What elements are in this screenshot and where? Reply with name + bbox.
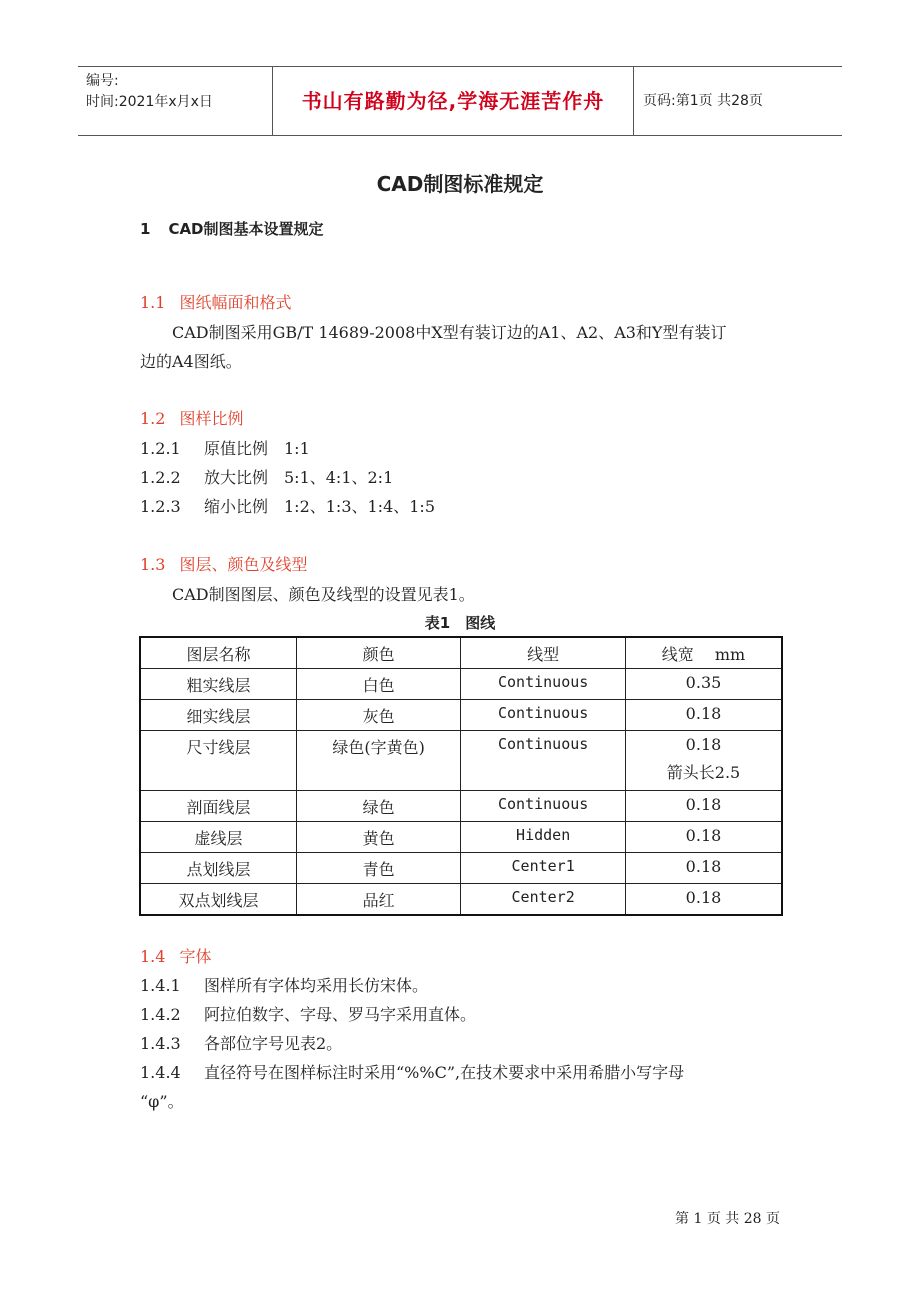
- width-value: 0.18: [685, 735, 722, 754]
- list-item: [140, 465, 393, 488]
- header-cell: 线宽 mm: [625, 637, 782, 669]
- header-meta-cell: [78, 67, 273, 135]
- color-cell: 青色: [296, 853, 460, 884]
- item-text: 直径符号在图样标注时采用“%%C”,在技术要求中采用希腊小写字母: [204, 1063, 685, 1082]
- table-row: [140, 700, 782, 731]
- paragraph-line: CAD制图图层、颜色及线型的设置见表1。: [172, 585, 475, 604]
- item-text: 放大比例 5:1、4:1、2:1: [204, 468, 394, 487]
- layer-cell: 双点划线层: [140, 884, 296, 916]
- time-label: 时间:2021年x月x日: [86, 94, 213, 110]
- item-text: 缩小比例 1:2、1:3、1:4、1:5: [204, 497, 436, 516]
- item-number: 1.4.4: [140, 1063, 181, 1082]
- section-title: 图样比例: [179, 409, 244, 428]
- color-cell: 绿色: [296, 791, 460, 822]
- table-row: [140, 822, 782, 853]
- section-title: 图层、颜色及线型: [179, 555, 308, 574]
- table-row: [140, 791, 782, 822]
- item-number: 1.2.3: [140, 497, 181, 516]
- layer-cell: 粗实线层: [140, 669, 296, 700]
- width-cell: 0.18: [625, 822, 782, 853]
- layer-cell: 虚线层: [140, 822, 296, 853]
- section-number: 1.1: [140, 293, 166, 312]
- layer-cell: 剖面线层: [140, 791, 296, 822]
- layer-cell: 点划线层: [140, 853, 296, 884]
- color-cell: 黄色: [296, 822, 460, 853]
- section-1-3-heading: [140, 552, 307, 575]
- item-number: 1.2.2: [140, 468, 181, 487]
- section-number: 1.4: [140, 947, 166, 966]
- header-cell: 线型: [461, 637, 626, 669]
- color-cell: 灰色: [296, 700, 460, 731]
- section-title: 字体: [179, 947, 212, 966]
- list-item: [140, 436, 310, 459]
- section-1-4-heading: [140, 944, 211, 967]
- paragraph-line: CAD制图采用GB/T 14689-2008中X型有装订边的A1、A2、A3和Y型有装订: [172, 323, 727, 342]
- list-item: [140, 494, 435, 517]
- item-number: 1.4.3: [140, 1034, 181, 1053]
- linetype-cell: Continuous: [461, 700, 626, 731]
- section-1-label: CAD制图基本设置规定: [168, 220, 324, 238]
- item-text: 原值比例 1:1: [204, 439, 310, 458]
- table-header-row: [140, 637, 782, 669]
- page-header: [78, 66, 842, 136]
- linetype-cell: Hidden: [461, 822, 626, 853]
- list-item: [140, 1060, 684, 1083]
- layer-cell: 尺寸线层: [140, 731, 296, 791]
- linetype-cell: Continuous: [461, 731, 626, 791]
- list-item: [140, 1002, 476, 1025]
- item-text: 图样所有字体均采用长仿宋体。: [204, 976, 429, 995]
- item-number: 1.2.1: [140, 439, 181, 458]
- linetype-cell: Center1: [461, 853, 626, 884]
- section-title: 图纸幅面和格式: [179, 293, 292, 312]
- line-layer-table: [139, 636, 783, 916]
- header-cell: 图层名称: [140, 637, 296, 669]
- section-number: 1.2: [140, 409, 166, 428]
- color-cell: 品红: [296, 884, 460, 916]
- header-page-info: 页码:第1页 共28页: [643, 93, 763, 109]
- linetype-cell: Center2: [461, 884, 626, 916]
- list-item: [140, 973, 428, 996]
- paragraph-line: 边的A4图纸。: [140, 352, 242, 371]
- section-number: 1.3: [140, 555, 166, 574]
- section-1-1-heading: [140, 290, 291, 313]
- color-cell: 白色: [296, 669, 460, 700]
- header-motto: 书山有路勤为径,学海无涯苦作舟: [273, 67, 634, 135]
- layer-cell: 细实线层: [140, 700, 296, 731]
- width-cell: [625, 731, 782, 791]
- width-cell: 0.18: [625, 791, 782, 822]
- header-cell: 颜色: [296, 637, 460, 669]
- width-cell: 0.18: [625, 853, 782, 884]
- color-cell: 绿色(字黄色): [296, 731, 460, 791]
- document-title: CAD制图标准规定: [376, 172, 544, 196]
- item-number: 1.4.1: [140, 976, 181, 995]
- width-cell: 0.35: [625, 669, 782, 700]
- paragraph-line: “φ”。: [140, 1092, 184, 1111]
- linetype-cell: Continuous: [461, 791, 626, 822]
- table-row: [140, 669, 782, 700]
- table-row: [140, 853, 782, 884]
- linetype-cell: Continuous: [461, 669, 626, 700]
- width-cell: 0.18: [625, 700, 782, 731]
- width-note: 箭头长2.5: [666, 763, 741, 782]
- width-cell: 0.18: [625, 884, 782, 916]
- item-number: 1.4.2: [140, 1005, 181, 1024]
- section-1-2-heading: [140, 406, 243, 429]
- table-row: [140, 884, 782, 916]
- table-caption: 表1 图线: [424, 614, 496, 632]
- table-row: [140, 731, 782, 791]
- section-1-heading: [140, 218, 324, 239]
- list-item: [140, 1031, 342, 1054]
- page-footer: 第 1 页 共 28 页: [675, 1211, 780, 1227]
- item-text: 各部位字号见表2。: [204, 1034, 343, 1053]
- serial-label: 编号:: [86, 73, 119, 89]
- item-text: 阿拉伯数字、字母、罗马字采用直体。: [204, 1005, 477, 1024]
- section-1-number: 1: [140, 220, 151, 238]
